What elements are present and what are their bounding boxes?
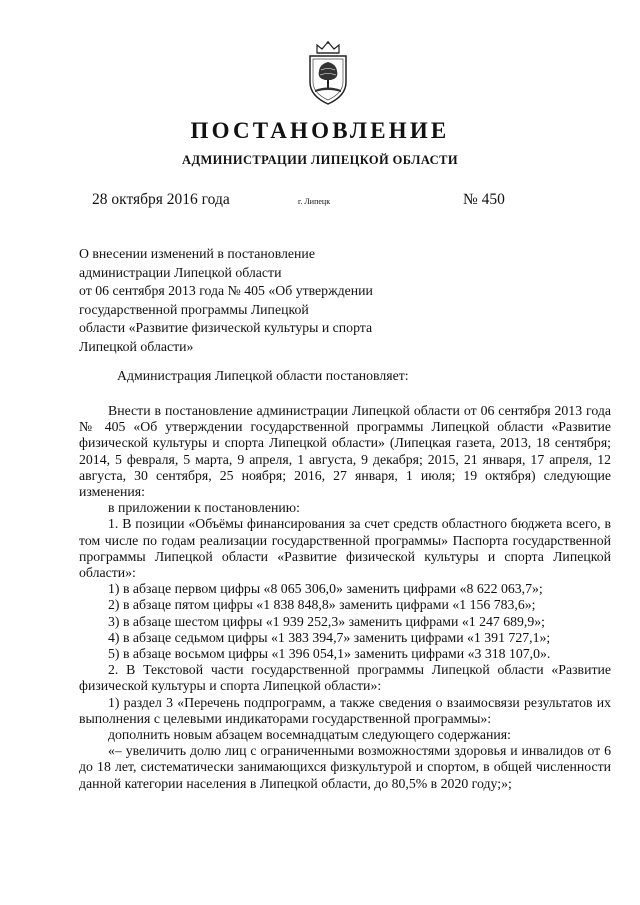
coat-of-arms-emblem [303,40,353,106]
addition-paragraph: дополнить новым абзацем восемнадцатым следующего содержания: [108,727,511,743]
decree-statement: Администрация Липецкой области постановляет: [117,368,409,383]
subject-line: области «Развитие физической культуры и спорта [79,320,373,336]
document-body [79,403,611,792]
document-title: ПОСТАНОВЛЕНИЕ [190,118,450,143]
subject-line: от 06 сентября 2013 года № 405 «Об утверждении [79,283,373,299]
document-subtitle: АДМИНИСТРАЦИИ ЛИПЕЦКОЙ ОБЛАСТИ [182,153,458,167]
list-item: 5) в абзаце восьмом цифры «1 396 054,1» заменить цифрами «3 318 107,0». [108,646,551,662]
document-city: г. Липецк [298,197,331,206]
document-date: 28 октября 2016 года [92,191,230,208]
item-1-paragraph: 1. В позиции «Объёмы финансирования за счет средств областного бюджета всего, в том числе по годам реализации государственной программы» Паспорта государственной программы Липецкой области «Развитие физической культуры и спорта Липецкой области»: [79,516,611,581]
document-subject [79,245,373,357]
subject-line: О внесении изменений в постановление [79,246,315,261]
item-2-paragraph: 2. В Текстовой части государственной программы Липецкой области «Развитие физической культуры и спорта Липецкой области»: [79,662,611,694]
subject-line: Липецкой области» [79,338,194,354]
subject-line: администрации Липецкой области [79,264,282,280]
list-item: 2) в абзаце пятом цифры «1 838 848,8» заменить цифрами «1 156 783,6»; [108,597,536,613]
intro-paragraph: Внести в постановление администрации Липецкой области от 06 сентября 2013 года № 405 «Об утверждении государственной программы Липецкой области «Развитие физической культуры и спорта Липецкой области» (Липецкая газета, 2013, 18 сентября; 2014, 5 февраля, 5 марта, 9 апреля, 1 августа, 9 декабря; 2015, 21 января, 17 апреля, 12 августа, 30 сентября, 25 ноября; 2016, 27 января, 1 июля; 19 октября) следующие изменения: [79,403,611,500]
document-number: № 450 [463,191,505,208]
appendix-paragraph: в приложении к постановлению: [108,500,300,516]
list-item: 4) в абзаце седьмом цифры «1 383 394,7» заменить цифрами «1 391 727,1»; [108,629,551,645]
list-item: 3) в абзаце шестом цифры «1 939 252,3» заменить цифрами «1 247 689,9»; [108,613,545,629]
changes-list [79,581,611,662]
sub-1-paragraph: 1) раздел 3 «Перечень подпрограмм, а также сведения о взаимосвязи результатов их выполнения с целевыми индикаторами государственной программы»: [79,694,611,726]
subject-line: государственной программы Липецкой [79,301,309,317]
list-item: 1) в абзаце первом цифры «8 065 306,0» заменить цифрами «8 622 063,7»; [108,581,543,597]
quote-paragraph: «– увеличить долю лиц с ограниченными возможностями здоровья и инвалидов от 6 до 18 лет, систематически занимающихся физкультурой и спортом, в общей численности данной категории населения в Липецкой области, до 80,5% в 2020 году;»; [79,743,611,791]
